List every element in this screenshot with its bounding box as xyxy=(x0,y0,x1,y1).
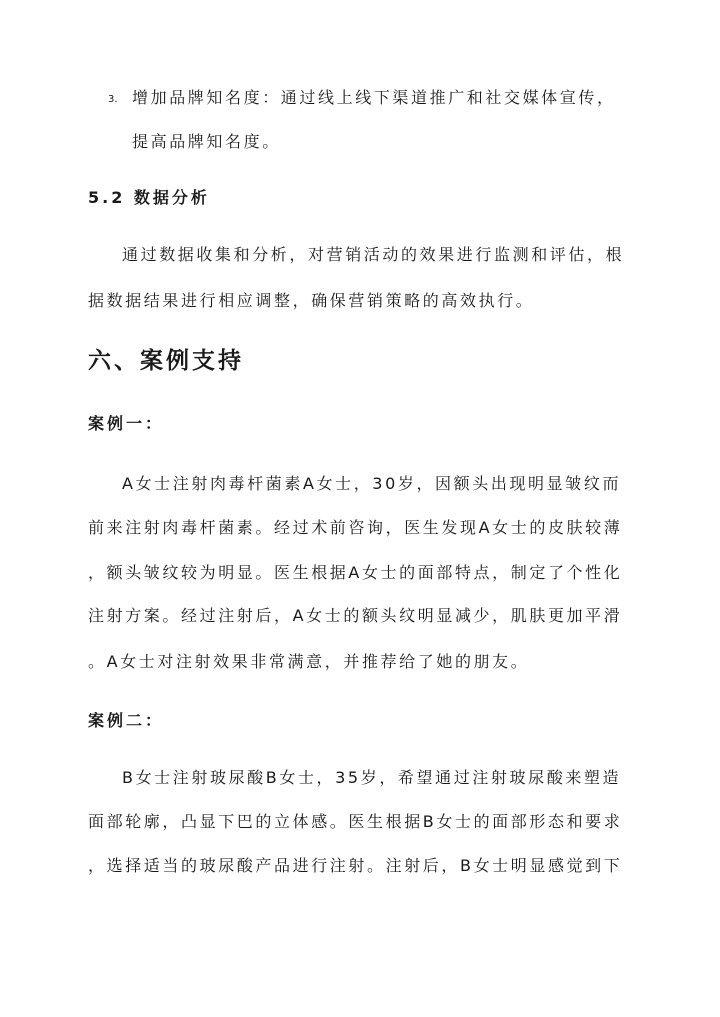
chapter-6-heading: 六、案例支持 xyxy=(88,348,244,374)
list-number: 3. xyxy=(108,94,118,105)
case-2-line-2: 面部轮廓，凸显下巴的立体感。医生根据B女士的面部形态和要求 xyxy=(88,812,623,831)
case-1-line-4: 注射方案。经过注射后，A女士的额头纹明显减少，肌肤更加平滑 xyxy=(88,606,623,625)
list-item-text-line-1: 增加品牌知名度：通过线上线下渠道推广和社交媒体宣传， xyxy=(132,88,616,107)
section-5-2-paragraph-line-2: 据数据结果进行相应调整，确保营销策略的高效执行。 xyxy=(88,291,535,310)
case-1-line-5: 。A女士对注射效果非常满意，并推荐给了她的朋友。 xyxy=(88,652,530,671)
list-item-text-line-2: 提高品牌知名度。 xyxy=(132,132,281,151)
section-5-2-paragraph-line-1: 通过数据收集和分析，对营销活动的效果进行监测和评估，根 xyxy=(122,245,625,264)
case-2-line-1: B女士注射玻尿酸B女士，35岁，希望通过注射玻尿酸来塑造 xyxy=(122,768,622,787)
section-5-2-heading: 5.2 数据分析 xyxy=(88,188,210,207)
case-1-line-2: 前来注射肉毒杆菌素。经过术前咨询，医生发现A女士的皮肤较薄 xyxy=(88,518,623,537)
case-2-line-3: ，选择适当的玻尿酸产品进行注射。注射后，B女士明显感觉到下 xyxy=(88,856,623,875)
case-1-line-3: ，额头皱纹较为明显。医生根据A女士的面部特点，制定了个性化 xyxy=(88,563,623,582)
case-2-heading: 案例二： xyxy=(88,711,165,730)
case-1-line-1: A女士注射肉毒杆菌素A女士，30岁，因额头出现明显皱纹而 xyxy=(122,474,622,493)
case-1-heading: 案例一： xyxy=(88,414,165,433)
